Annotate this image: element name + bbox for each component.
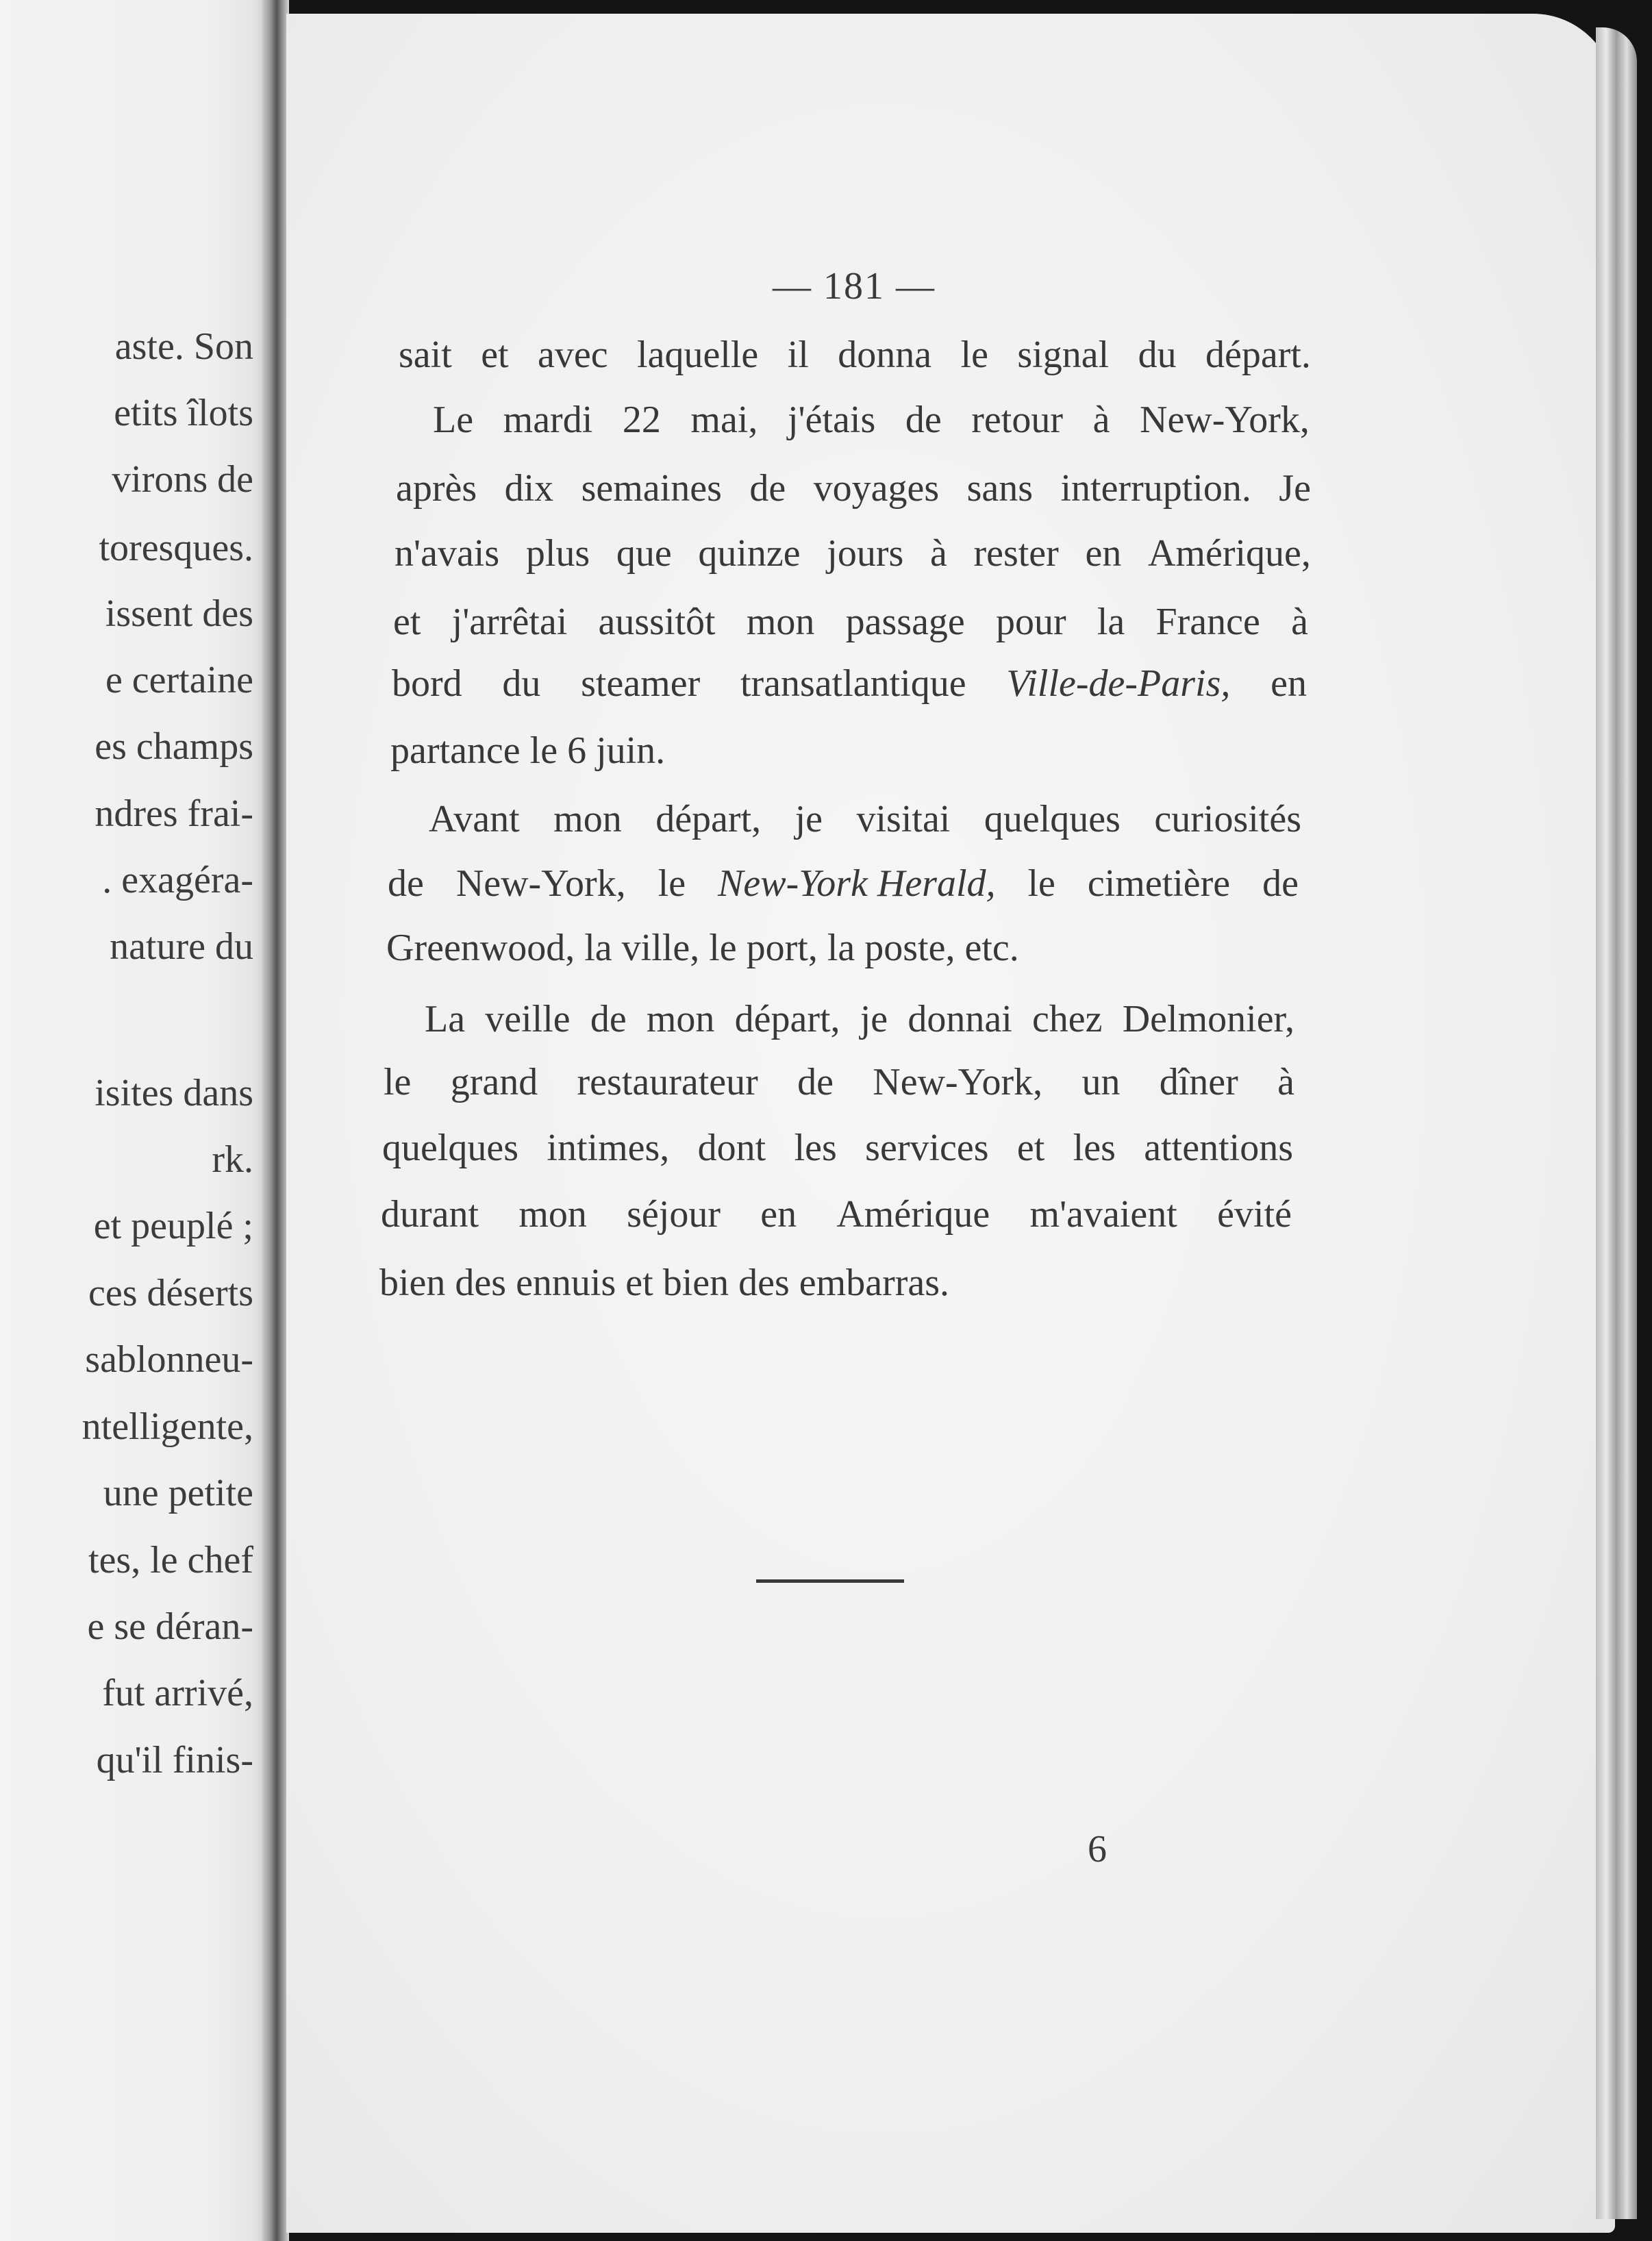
word: dîner (1159, 1061, 1238, 1103)
word: poste, (864, 927, 965, 969)
left-page-line: e certaine (105, 659, 253, 701)
word: New-York, (873, 1061, 1043, 1103)
word: veille (485, 998, 571, 1040)
word: visitai (856, 798, 951, 840)
word: le (709, 927, 747, 969)
word: de (388, 862, 424, 905)
text-line (386, 929, 1133, 967)
word: interruption. (1060, 467, 1251, 510)
word: bien (379, 1262, 455, 1304)
word: et (1016, 1127, 1045, 1169)
left-page-line: sablonneu- (85, 1338, 253, 1381)
word: la (827, 927, 865, 969)
left-page-line: aste. Son (114, 325, 253, 368)
left-page-line: fut arrivé, (102, 1672, 253, 1714)
italic-title: Ville-de-Paris, (1006, 662, 1231, 705)
word: le (1027, 862, 1055, 905)
word: le (384, 1061, 412, 1103)
word: cimetière (1087, 862, 1231, 905)
word: signal (1017, 334, 1110, 376)
word: durant (381, 1193, 479, 1236)
word: quinze (698, 532, 801, 575)
text-line (396, 469, 1311, 508)
left-page-line: rk. (212, 1138, 253, 1181)
text-line (390, 731, 719, 770)
text-line (429, 800, 1301, 838)
word: quelques (984, 798, 1121, 840)
text-line (425, 1000, 1294, 1038)
word: j'arrêtai (451, 601, 568, 643)
italic-title: New-York Herald, (718, 862, 996, 905)
left-page-line: e se déran- (87, 1605, 253, 1648)
word: laquelle (637, 334, 759, 376)
word: en (760, 1193, 797, 1236)
word: ville, (621, 927, 710, 969)
word: jours (827, 532, 904, 575)
word: les (1073, 1127, 1116, 1169)
word: et (481, 334, 509, 376)
word: mon (553, 798, 622, 840)
word: de (749, 467, 786, 510)
text-line (433, 401, 1310, 439)
word: sait (399, 334, 452, 376)
word: 22 (622, 399, 661, 441)
word: Amérique, (1147, 532, 1311, 575)
signature-mark: 6 (1088, 1828, 1107, 1870)
word: retour (971, 399, 1063, 441)
word: mardi (503, 399, 593, 441)
word: mon (746, 601, 815, 643)
word: attentions (1144, 1127, 1293, 1169)
left-page-line: nature du (110, 925, 253, 968)
word: de (1262, 862, 1299, 905)
text-line (381, 1195, 1292, 1234)
word: départ, (655, 798, 762, 840)
word: Delmonier, (1122, 998, 1294, 1040)
text-line (393, 603, 1308, 641)
word: 6 (567, 729, 597, 772)
word: voyages (813, 467, 940, 510)
word: à (1092, 399, 1110, 441)
section-rule (756, 1579, 904, 1583)
word: mai, (690, 399, 758, 441)
word: évité (1217, 1193, 1292, 1236)
left-page-line: toresques. (99, 527, 253, 569)
word: le (529, 729, 568, 772)
word: grand (450, 1061, 538, 1103)
word: bien (662, 1262, 739, 1304)
word: avec (538, 334, 608, 376)
word: restaurateur (577, 1061, 758, 1103)
word: juin. (596, 729, 666, 772)
word: les (794, 1127, 837, 1169)
left-page-line: ndres frai- (95, 792, 253, 835)
word: aussitôt (598, 601, 716, 643)
word: Avant (429, 798, 520, 840)
left-page-line: et peuplé ; (93, 1205, 253, 1247)
text-line (388, 864, 1299, 903)
word: New-York, (1140, 399, 1310, 441)
word: Le (433, 399, 474, 441)
page-edge (1596, 27, 1637, 2219)
word: et (393, 601, 421, 643)
word: partance (390, 729, 530, 772)
word: de (797, 1061, 834, 1103)
book-gutter (262, 0, 289, 2241)
text-line (379, 1264, 1037, 1302)
word: départ, (734, 998, 840, 1040)
word: de (905, 399, 942, 441)
word: n'avais (395, 532, 500, 575)
word: après (396, 467, 477, 510)
word: et (625, 1262, 663, 1304)
left-facing-page (0, 0, 262, 2241)
page-header: — 181 — (773, 265, 936, 308)
word: la (1097, 601, 1125, 643)
text-line (392, 664, 1307, 703)
word: services (865, 1127, 989, 1169)
left-page-line: isites dans (95, 1072, 253, 1114)
word: quelques (382, 1127, 519, 1169)
left-page-line: ces déserts (88, 1272, 253, 1314)
word: pour (996, 601, 1066, 643)
word: ennuis (516, 1262, 626, 1304)
word: mon (518, 1193, 587, 1236)
text-line (399, 336, 1311, 374)
text-line (382, 1129, 1293, 1167)
word: France (1155, 601, 1260, 643)
word: séjour (627, 1193, 721, 1236)
word: Je (1279, 467, 1311, 510)
word: le (658, 862, 686, 905)
word: le (960, 334, 988, 376)
word: de (590, 998, 627, 1040)
word: passage (845, 601, 965, 643)
word: sans (966, 467, 1034, 510)
left-page-line: es champs (95, 725, 253, 768)
word: bord (392, 662, 462, 705)
word: transatlantique (740, 662, 966, 705)
word: à (1277, 1061, 1294, 1103)
left-page-line: issent des (105, 592, 253, 635)
word: Amérique (836, 1193, 990, 1236)
word: port, (746, 927, 827, 969)
word: en (1085, 532, 1122, 575)
left-page-line: etits îlots (114, 392, 253, 434)
word: j'étais (787, 399, 876, 441)
word: intimes, (547, 1127, 670, 1169)
word: je (794, 798, 823, 840)
word: Greenwood, (386, 927, 585, 969)
word: dont (697, 1127, 766, 1169)
word: il (787, 334, 809, 376)
left-page-line: . exagéra- (102, 859, 253, 901)
word: à (1291, 601, 1308, 643)
word: des (738, 1262, 799, 1304)
left-page-line: virons de (112, 458, 253, 501)
word: steamer (581, 662, 701, 705)
word: à (929, 532, 947, 575)
text-line (395, 534, 1311, 573)
left-page-line: ntelligente, (82, 1405, 253, 1448)
text-line (384, 1063, 1294, 1101)
word: chez (1031, 998, 1103, 1040)
left-page-line: qu'il finis- (96, 1739, 253, 1781)
word: du (1138, 334, 1177, 376)
word: mon (646, 998, 715, 1040)
word: donna (838, 334, 932, 376)
word: etc. (964, 927, 1019, 969)
word: que (616, 532, 672, 575)
word: rester (973, 532, 1059, 575)
word: curiosités (1154, 798, 1301, 840)
word: semaines (581, 467, 722, 510)
word: New-York, (455, 862, 626, 905)
word: embarras. (799, 1262, 950, 1304)
left-page-line: une petite (103, 1472, 253, 1514)
word: dix (504, 467, 554, 510)
word: m'avaient (1029, 1193, 1177, 1236)
word: je (860, 998, 888, 1040)
word: départ. (1205, 334, 1311, 376)
word: donnai (908, 998, 1012, 1040)
word: plus (525, 532, 590, 575)
word: un (1081, 1061, 1121, 1103)
word: La (425, 998, 466, 1040)
word: la (584, 927, 622, 969)
word: en (1271, 662, 1307, 705)
word: des (455, 1262, 516, 1304)
word: du (502, 662, 541, 705)
left-page-line: tes, le chef (88, 1539, 253, 1581)
